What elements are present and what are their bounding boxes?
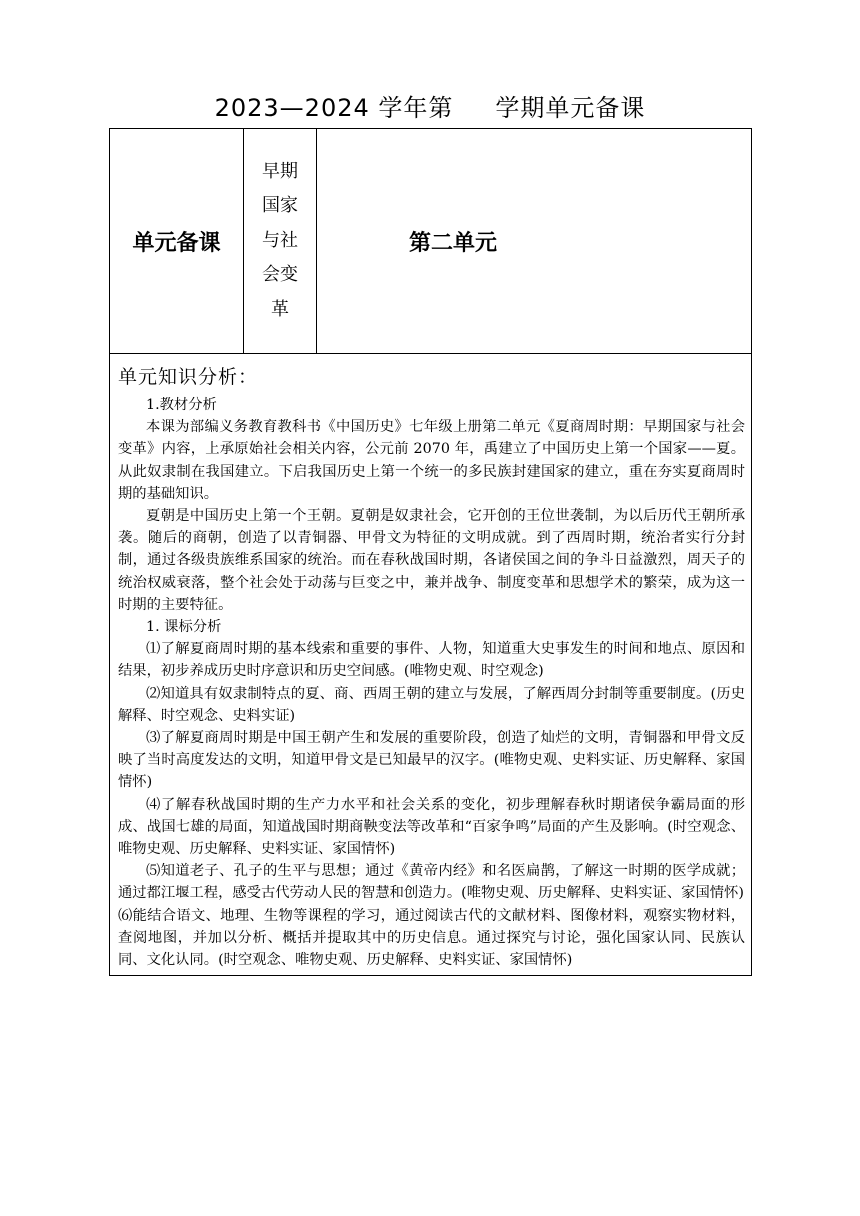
subject-line: 会变: [262, 264, 298, 286]
standard-item: ⑸知道老子、孔子的生平与思想；通过《黄帝内经》和名医扁鹊，了解这一时期的医学成就；通过都江堰工程，感受古代劳动人民的智慧和创造力。(唯物史观、历史解释、史料实证、家国情怀): [118, 863, 745, 902]
subject-line: 国家: [262, 195, 298, 217]
lesson-plan-table: [109, 128, 752, 976]
header-row: [110, 129, 752, 354]
unit-prep-label: 单元备课: [132, 230, 221, 256]
standard-item: ⑴了解夏商周时期的基本线索和重要的事件、人物，知道重大史事发生的时间和地点、原因和结果，初步养成历史时序意识和历史空间感。(唯物史观、时空观念): [118, 641, 745, 680]
title-prefix: 2023—2024 学年第: [214, 94, 454, 122]
paragraph: 本课为部编义务教育教科书《中国历史》七年级上册第二单元《夏商周时期：早期国家与社会变革》内容，上承原始社会相关内容，公元前 2070 年，禹建立了中国历史上第一个国家——夏。从此奴隶制在我国建立。下启我国历史上第一个统一的多民族封建国家的建立，重在夯实夏商周时期的基础知识。: [118, 419, 745, 502]
unit-name: 第二单元: [409, 230, 498, 256]
unit-subject-cell: [244, 129, 317, 354]
standard-item: ⑵知道具有奴隶制特点的夏、商、西周王朝的建立与发展，了解西周分封制等重要制度。(历史解释、时空观念、史料实证): [118, 685, 745, 724]
analysis-cell: [110, 354, 752, 976]
section-heading-textbook: 1.教材分析: [146, 397, 217, 413]
unit-prep-label-cell: [110, 129, 244, 354]
paragraph: 夏朝是中国历史上第一个王朝。夏朝是奴隶社会，它开创的王位世袭制，为以后历代王朝所承袭。随后的商朝，创造了以青铜器、甲骨文为特征的文明成就。到了西周时期，统治者实行分封制，通过各级贵族维系国家的统治。而在春秋战国时期，各诸侯国之间的争斗日益激烈，周天子的统治权威衰落，整个社会处于动荡与巨变之中，兼并战争、制度变革和思想学术的繁荣，成为这一时期的主要特征。: [118, 508, 745, 613]
section-heading-standards: 1. 课标分析: [146, 619, 222, 636]
analysis-heading: 单元知识分析：: [118, 366, 259, 388]
subject-line: 革: [271, 298, 289, 320]
title-suffix: 学期单元备课: [495, 94, 646, 122]
standard-item: ⑹能结合语文、地理、生物等课程的学习，通过阅读古代的文献材料、图像材料，观察实物材料，查阅地图，并加以分析、概括并提取其中的历史信息。通过探究与讨论，强化国家认同、民族认同、文化认同。(时空观念、唯物史观、历史解释、史料实证、家国情怀): [118, 907, 745, 969]
standard-item: ⑷了解春秋战国时期的生产力水平和社会关系的变化，初步理解春秋时期诸侯争霸局面的形成、战国七雄的局面，知道战国时期商鞅变法等改革和“百家争鸣”局面的产生及影响。(时空观念、唯物史观、历史解释、史料实证、家国情怀): [118, 796, 745, 858]
unit-name-cell: [317, 129, 752, 354]
subject-line: 早期: [262, 160, 298, 182]
standard-item: ⑶了解夏商周时期是中国王朝产生和发展的重要阶段，创造了灿烂的文明，青铜器和甲骨文反映了当时高度发达的文明，知道甲骨文是已知最早的汉字。(唯物史观、史料实证、历史解释、家国情怀): [118, 730, 745, 791]
subject-line: 与社: [262, 229, 298, 251]
analysis-row: [110, 354, 752, 976]
page-title: [0, 88, 860, 123]
